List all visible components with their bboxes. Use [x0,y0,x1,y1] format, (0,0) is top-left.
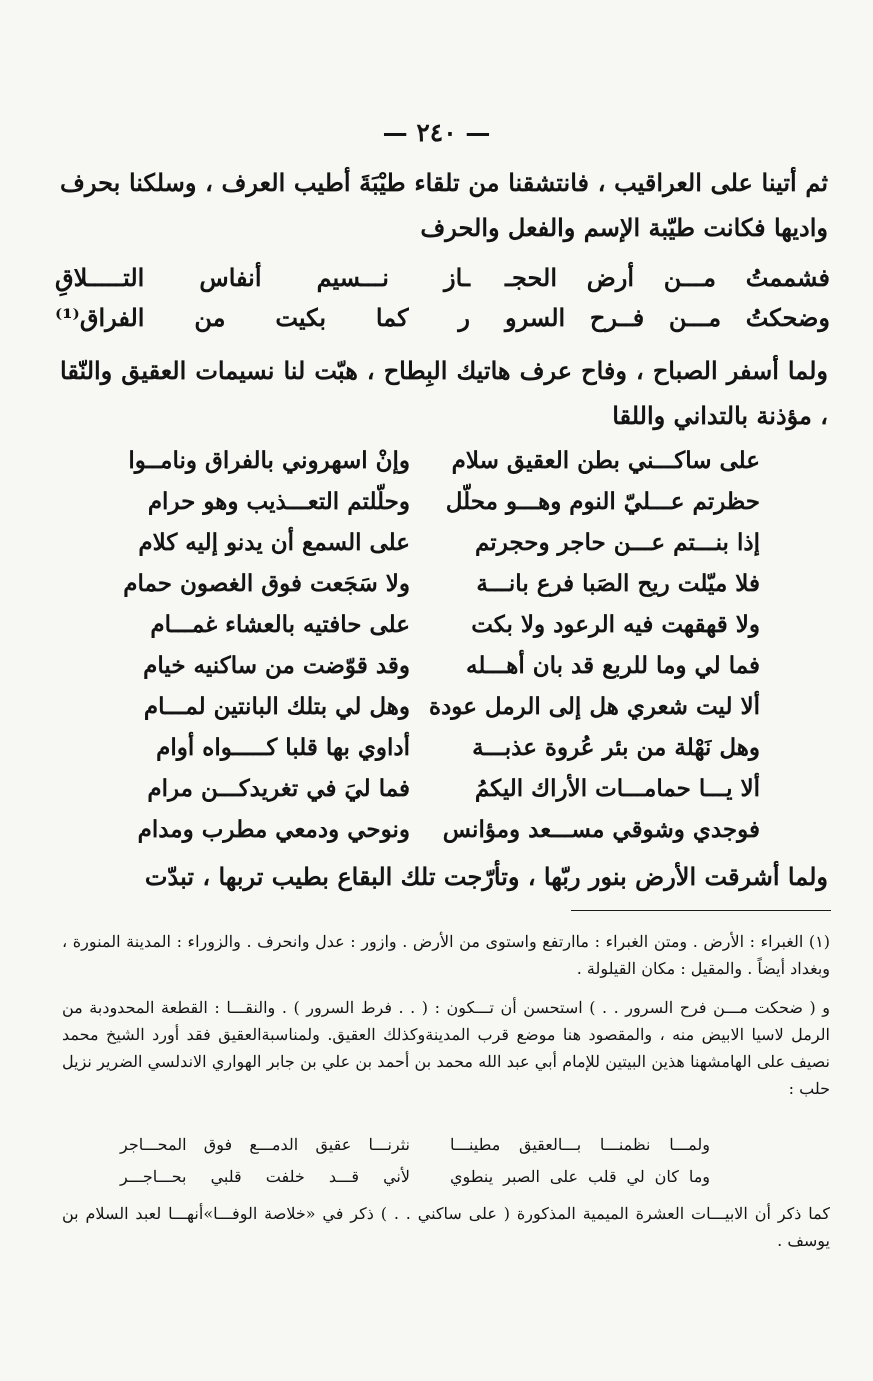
footnote-verse-2 [120,1164,710,1190]
hemistich-left: ونوحي ودمعي مطرب ومدام [137,816,410,843]
hemistich-left: لأني قـــد خلفت قلبي بحـــاجـــر [120,1167,410,1186]
footnote-3: كما ذكر أن الابيـــات العشرة الميمية المذكورة ( على ساكني . . ) ذكر في «خلاصة الوفـــا»أنهـــا لعبد السلام بن يوسف . [62,1204,830,1250]
poem-2-verse-2 [100,481,760,523]
hemistich-left: على السمع أن يدنو إليه كلام [138,529,410,556]
hemistich-right: وضحكتُ مـــن فــرح السرو [505,303,830,332]
poem-2-verse-8 [100,727,760,769]
footnote-verse-1 [120,1132,710,1158]
hemistich-left: على حافتيه بالعشاء غمـــام [150,611,410,638]
hemistich-right: إذا بنـــتم عـــن حاجر وحجرتم [474,529,760,556]
hemistich-right: وما كان لي قلب على الصبر ينطوي [450,1167,710,1186]
hemistich-right: ألا ليت شعري هل إلى الرمل عودة [429,693,760,720]
hemistich-left: وقد قوّضت من ساكنيه خيام [143,652,410,679]
poem-2-verse-6 [100,645,760,687]
poem-1-verse-2 [55,300,830,336]
hemistich-left: ر كما بكيت من الفراق⁽¹⁾ [55,303,470,332]
poem-2-verse-1 [100,440,760,482]
hemistich-left: نثرنـــا عقيق الدمـــع فوق المحـــاجر [120,1135,410,1154]
hemistich-right: فلا ميّلت ريح الصَبا فرع بانـــة [476,570,760,597]
hemistich-right: ولا قهقهت فيه الرعود ولا بكت [471,611,760,638]
prose-paragraph-1: ثم أتينا على العراقيب ، فانتشقنا من تلقاء طيْبَةَ أطيب العرف ، وسلكنا بحرف واديها فكانت طيّبة الإسم والفعل والحرف [60,168,828,242]
hemistich-left: وإنْ اسهروني بالفراق ونامــوا [128,447,410,474]
hemistich-left: وحلّلتم التعـــذيب وهو حرام [147,488,410,515]
hemistich-left: ولا سَجَعت فوق الغصون حمام [123,570,410,597]
hemistich-right: ولمـــا نظمنـــا بـــالعقيق مطينـــا [450,1135,710,1154]
poem-2-verse-9 [100,768,760,810]
hemistich-right: على ساكـــني بطن العقيق سلام [451,447,760,474]
poem-2-verse-7 [100,686,760,728]
page-number: — ٢٤٠ — [382,118,491,147]
hemistich-right: فشممتُ مـــن أرض الحجـ [505,263,830,292]
poem-1-verse-1 [55,260,830,296]
hemistich-left: أداوي بها قلبا كـــــواه أوام [156,734,410,761]
poem-2-verse-3 [100,522,760,564]
footnote-2: و ( ضحكت مـــن فرح السرور . . ) استحسن أن تـــكون : ( . . فرط السرور ) . والنقـــا : القطعة المحدودبة من الرمل لاسيا الابيض منه ، والمقصود هنا موضع قرب المدينةوكذلك العقيق. ولمناسبةالعقيق فقد أورد الشيخ محمد نصيف على الهامشهنا هذين البيتين للإمام أبي عبد الله محمد بن أحمد بن علي بن جابر الهواري الاندلسي الضرير نزيل حلب : [62,998,830,1098]
hemistich-right: فما لي وما للربع قد بان أهـــله [466,652,760,679]
hemistich-left: ـاز نـــسيم أنفاس التـــــلاقِ [55,263,470,292]
hemistich-right: حظرتم عـــليّ النوم وهـــو محلّل [445,488,760,515]
hemistich-right: وهل نَهْلة من بئر عُروة عذبـــة [472,734,760,761]
hemistich-right: ألا يـــا حمامـــات الأراك اليكمُ [474,775,760,802]
hemistich-left: وهل لي بتلك البانتين لمـــام [143,693,410,720]
hemistich-left: فما ليَ في تغريدكـــن مرام [147,775,410,802]
prose-paragraph-3: ولما أشرقت الأرض بنور ربّها ، وتأرّجت تلك البقاع بطيب تربها ، تبدّت [144,862,828,891]
poem-2-verse-5 [100,604,760,646]
poem-2-verse-4 [100,563,760,605]
footnote-divider [571,910,831,911]
prose-paragraph-2: ولما أسفر الصباح ، وفاح عرف هاتيك البِطاح ، هبّت لنا نسيمات العقيق والنّقا ، مؤذنة بالتداني واللقا [60,356,828,430]
poem-2-verse-10 [100,809,760,851]
hemistich-right: فوجدي وشوقي مســـعد ومؤانس [442,816,760,843]
footnote-1: (١) الغبراء : الأرض . ومتن الغبراء : ماارتفع واستوى من الأرض . وازور : عدل وانحرف . والزوراء : المدينة المنورة ، وبغداد أيضاً . والمقيل : مكان القيلولة . [62,932,830,978]
